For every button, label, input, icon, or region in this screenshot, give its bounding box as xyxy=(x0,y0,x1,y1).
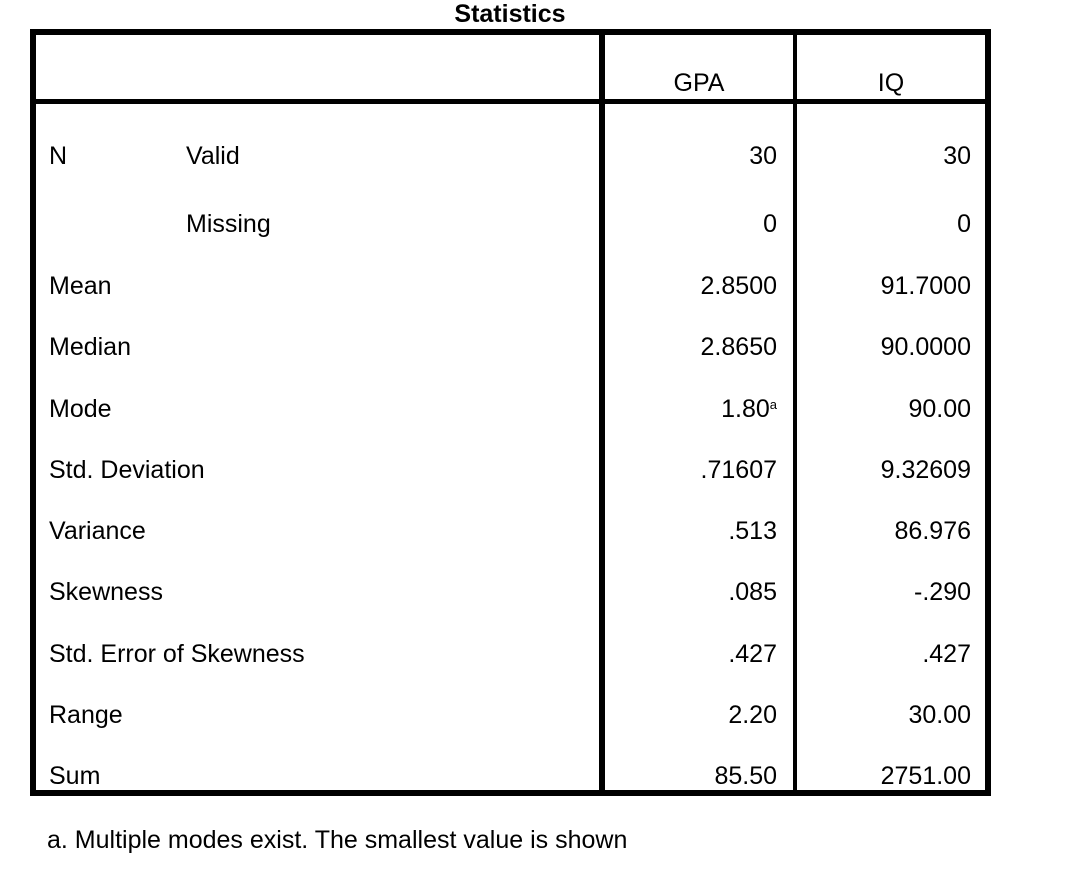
gpa-value: .71607 xyxy=(700,456,777,484)
row-label: Mean xyxy=(49,272,112,300)
row-label: Skewness xyxy=(49,578,163,606)
row-sublabel: Valid xyxy=(186,142,240,170)
iq-value: 2751.00 xyxy=(880,762,971,790)
header-divider xyxy=(36,99,985,104)
row-label: Std. Deviation xyxy=(49,456,205,484)
gpa-value: .427 xyxy=(728,640,777,668)
row-label: Range xyxy=(49,701,123,729)
iq-value: 90.00 xyxy=(908,395,971,423)
iq-value: 90.0000 xyxy=(880,333,971,361)
gpa-value: 2.8650 xyxy=(700,333,777,361)
iq-value: 30 xyxy=(943,142,971,170)
row-label: Mode xyxy=(49,395,112,423)
iq-value: 0 xyxy=(957,210,971,238)
row-label: Median xyxy=(49,333,131,361)
row-label: Sum xyxy=(49,762,101,790)
gpa-mode-value: 1.80 xyxy=(721,395,770,423)
iq-value: 91.7000 xyxy=(880,272,971,300)
iq-value: 86.976 xyxy=(894,517,971,545)
column-header-iq: IQ xyxy=(877,69,905,97)
row-label: N xyxy=(49,142,68,170)
gpa-value: 0 xyxy=(763,210,777,238)
row-sublabel: Missing xyxy=(186,210,271,238)
gpa-value: 30 xyxy=(749,142,777,170)
gpa-value xyxy=(605,394,777,424)
row-label: Variance xyxy=(49,517,146,545)
statistics-table xyxy=(30,29,991,796)
footnote-marker: a xyxy=(769,397,777,412)
iq-value: -.290 xyxy=(914,578,971,606)
table-title: Statistics xyxy=(454,0,566,28)
column-header-gpa: GPA xyxy=(673,69,725,97)
gpa-value: 2.8500 xyxy=(700,272,777,300)
iq-value: 9.32609 xyxy=(880,456,971,484)
gpa-value: 85.50 xyxy=(714,762,777,790)
table-footnote: a. Multiple modes exist. The smallest value is shown xyxy=(47,826,628,854)
gpa-value: .513 xyxy=(728,517,777,545)
gpa-value: 2.20 xyxy=(728,701,777,729)
gpa-value: .085 xyxy=(728,578,777,606)
iq-value: .427 xyxy=(922,640,971,668)
row-label: Std. Error of Skewness xyxy=(49,640,305,668)
iq-value: 30.00 xyxy=(908,701,971,729)
